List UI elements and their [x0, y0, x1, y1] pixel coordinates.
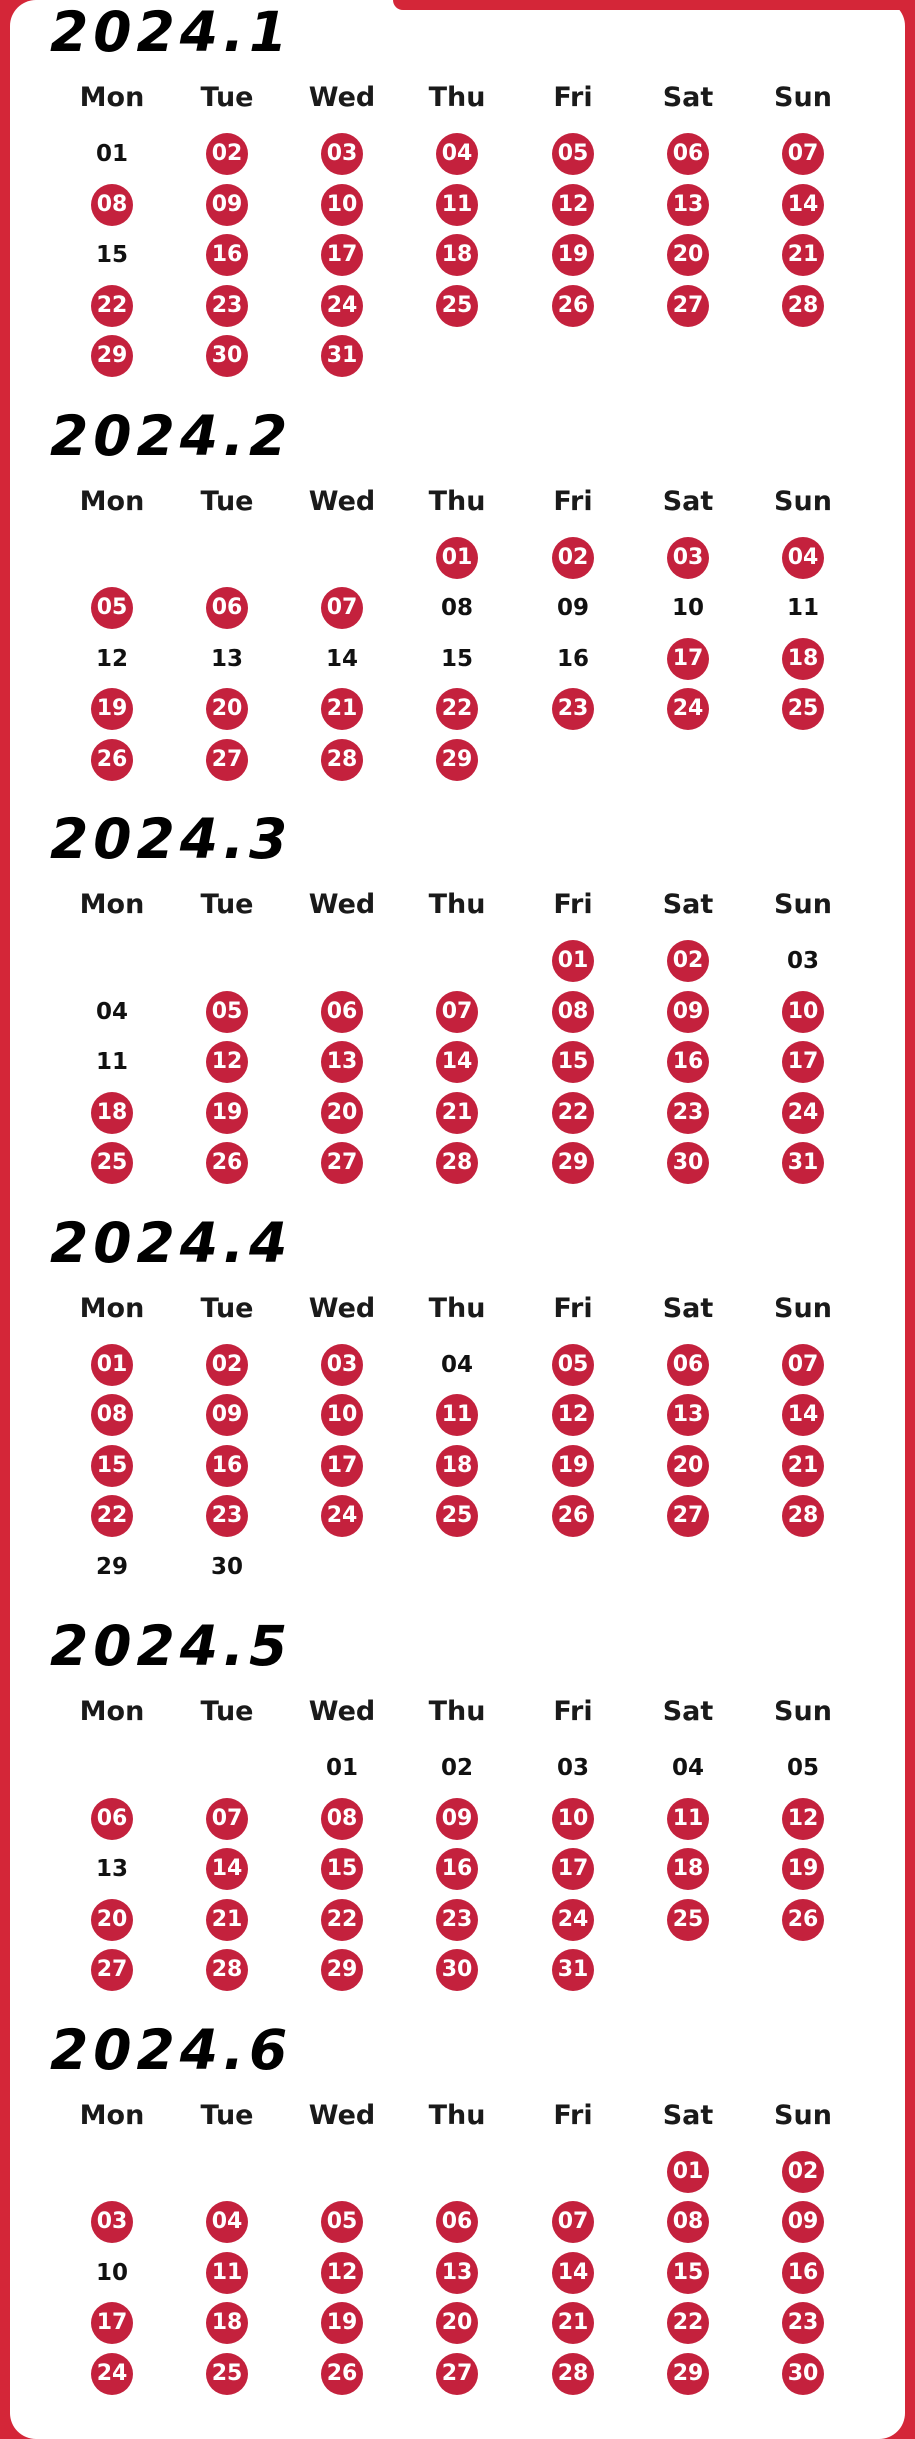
weekday-label: Tue: [200, 889, 254, 920]
month-title: 2024.1: [50, 0, 293, 64]
marked-day: 17: [91, 2302, 133, 2344]
marked-day: 21: [552, 2302, 594, 2344]
weekday-label: Mon: [79, 2099, 145, 2131]
weekday-label: Sat: [662, 1292, 714, 1324]
marked-day: 27: [667, 285, 709, 327]
month-block: [0, 0, 915, 407]
marked-day: 30: [206, 335, 248, 377]
marked-day: 01: [91, 1344, 133, 1386]
month-block: [0, 1614, 915, 2021]
marked-day: 07: [436, 991, 478, 1033]
marked-day: 23: [206, 285, 248, 327]
marked-day: 23: [552, 688, 594, 730]
weekday-label: Tue: [200, 2099, 254, 2131]
marked-day: 10: [552, 1798, 594, 1840]
marked-day: 07: [206, 1798, 248, 1840]
marked-day: 10: [321, 1394, 363, 1436]
marked-day: 14: [782, 1394, 824, 1436]
marked-day: 25: [436, 285, 478, 327]
marked-day: 17: [782, 1041, 824, 1083]
weekday-label: Thu: [428, 1292, 486, 1324]
marked-day: 08: [91, 184, 133, 226]
month-title: 2024.4: [50, 1210, 293, 1275]
plain-day: 03: [556, 1755, 589, 1781]
marked-day: 11: [436, 1394, 478, 1436]
marked-day: 22: [552, 1092, 594, 1134]
plain-day: 15: [95, 242, 128, 268]
marked-day: 31: [321, 335, 363, 377]
plain-day: 04: [440, 1351, 473, 1378]
weekday-label: Thu: [428, 485, 486, 517]
marked-day: 12: [782, 1798, 824, 1840]
marked-day: 02: [552, 537, 594, 579]
marked-day: 26: [91, 739, 133, 781]
marked-day: 25: [91, 1142, 133, 1184]
weekday-label: Tue: [200, 82, 254, 113]
marked-day: 29: [552, 1142, 594, 1184]
marked-day: 23: [436, 1899, 478, 1941]
marked-day: 29: [91, 335, 133, 377]
weekday-label: Mon: [79, 485, 145, 517]
marked-day: 12: [321, 2252, 363, 2294]
marked-day: 08: [552, 991, 594, 1033]
plain-day: 10: [95, 2259, 128, 2286]
marked-day: 14: [782, 184, 824, 226]
month-title: 2024.2: [50, 403, 293, 468]
marked-day: 05: [552, 1344, 594, 1386]
plain-day: 16: [556, 645, 589, 672]
marked-day: 06: [667, 1344, 709, 1386]
weekday-label: Wed: [308, 485, 376, 517]
marked-day: 11: [206, 2252, 248, 2294]
weekday-label: Sun: [774, 485, 832, 517]
marked-day: 26: [782, 1899, 824, 1941]
month-block: [0, 807, 915, 1214]
marked-day: 26: [321, 2353, 363, 2395]
weekday-label: Tue: [200, 1696, 254, 1727]
marked-day: 27: [436, 2353, 478, 2395]
plain-day: 02: [440, 1755, 473, 1781]
marked-day: 23: [206, 1495, 248, 1537]
marked-day: 18: [436, 234, 478, 276]
marked-day: 11: [436, 184, 478, 226]
weekday-label: Fri: [553, 889, 593, 920]
marked-day: 28: [782, 285, 824, 327]
marked-day: 14: [206, 1848, 248, 1890]
marked-day: 02: [206, 1344, 248, 1386]
weekday-label: Thu: [428, 889, 486, 920]
weekday-label: Sun: [774, 1292, 832, 1324]
marked-day: 13: [667, 1394, 709, 1436]
weekday-label: Sat: [662, 1696, 714, 1727]
marked-day: 20: [91, 1899, 133, 1941]
marked-day: 25: [667, 1899, 709, 1941]
marked-day: 24: [667, 688, 709, 730]
weekday-label: Fri: [553, 2099, 593, 2131]
marked-day: 15: [667, 2252, 709, 2294]
marked-day: 23: [782, 2302, 824, 2344]
plain-day: 04: [671, 1755, 704, 1781]
marked-day: 03: [91, 2201, 133, 2243]
marked-day: 09: [667, 991, 709, 1033]
plain-day: 01: [95, 141, 128, 167]
marked-day: 24: [782, 1092, 824, 1134]
marked-day: 18: [206, 2302, 248, 2344]
marked-day: 18: [91, 1092, 133, 1134]
weekday-label: Wed: [308, 2099, 376, 2131]
weekday-label: Thu: [428, 2099, 486, 2131]
marked-day: 12: [552, 184, 594, 226]
marked-day: 04: [782, 537, 824, 579]
plain-day: 12: [95, 645, 128, 672]
marked-day: 22: [436, 688, 478, 730]
weekday-label: Wed: [308, 1696, 376, 1727]
marked-day: 06: [206, 587, 248, 629]
marked-day: 25: [782, 688, 824, 730]
marked-day: 09: [206, 184, 248, 226]
marked-day: 13: [321, 1041, 363, 1083]
marked-day: 31: [552, 1949, 594, 1991]
marked-day: 16: [667, 1041, 709, 1083]
weekday-label: Sun: [774, 82, 832, 113]
marked-day: 14: [552, 2252, 594, 2294]
marked-day: 07: [782, 133, 824, 175]
weekday-label: Mon: [79, 1292, 145, 1324]
marked-day: 29: [436, 739, 478, 781]
marked-day: 17: [321, 234, 363, 276]
plain-day: 11: [786, 595, 819, 621]
marked-day: 28: [321, 739, 363, 781]
marked-day: 10: [782, 991, 824, 1033]
marked-day: 18: [667, 1848, 709, 1890]
marked-day: 05: [206, 991, 248, 1033]
marked-day: 25: [436, 1495, 478, 1537]
marked-day: 26: [206, 1142, 248, 1184]
weekday-label: Wed: [308, 889, 376, 920]
marked-day: 30: [667, 1142, 709, 1184]
marked-day: 09: [782, 2201, 824, 2243]
marked-day: 07: [321, 587, 363, 629]
marked-day: 20: [321, 1092, 363, 1134]
marked-day: 27: [91, 1949, 133, 1991]
marked-day: 02: [667, 940, 709, 982]
weekday-label: Tue: [200, 485, 254, 517]
month-block: [0, 2017, 915, 2425]
marked-day: 19: [552, 1445, 594, 1487]
plain-day: 10: [671, 595, 704, 621]
weekday-label: Thu: [428, 1696, 486, 1727]
marked-day: 28: [782, 1495, 824, 1537]
marked-day: 02: [782, 2151, 824, 2193]
plain-day: 15: [440, 645, 473, 672]
marked-day: 26: [552, 285, 594, 327]
marked-day: 28: [436, 1142, 478, 1184]
marked-day: 19: [91, 688, 133, 730]
marked-day: 13: [436, 2252, 478, 2294]
marked-day: 16: [206, 234, 248, 276]
month-title: 2024.3: [50, 807, 293, 871]
marked-day: 05: [91, 587, 133, 629]
marked-day: 14: [436, 1041, 478, 1083]
marked-day: 19: [782, 1848, 824, 1890]
plain-day: 14: [325, 645, 358, 672]
plain-day: 13: [210, 645, 243, 672]
plain-day: 08: [440, 595, 473, 621]
weekday-label: Sun: [774, 2099, 832, 2131]
marked-day: 15: [321, 1848, 363, 1890]
marked-day: 03: [321, 133, 363, 175]
weekday-label: Fri: [553, 1292, 593, 1324]
marked-day: 03: [321, 1344, 363, 1386]
marked-day: 13: [667, 184, 709, 226]
marked-day: 22: [91, 1495, 133, 1537]
month-title: 2024.6: [50, 2017, 293, 2082]
marked-day: 17: [552, 1848, 594, 1890]
weekday-label: Mon: [79, 1696, 145, 1727]
marked-day: 24: [91, 2353, 133, 2395]
marked-day: 11: [667, 1798, 709, 1840]
marked-day: 21: [321, 688, 363, 730]
marked-day: 21: [206, 1899, 248, 1941]
marked-day: 28: [206, 1949, 248, 1991]
weekday-label: Fri: [553, 485, 593, 517]
marked-day: 27: [206, 739, 248, 781]
marked-day: 06: [436, 2201, 478, 2243]
marked-day: 09: [436, 1798, 478, 1840]
weekday-label: Sat: [662, 2099, 714, 2131]
marked-day: 17: [667, 638, 709, 680]
marked-day: 07: [782, 1344, 824, 1386]
weekday-label: Sat: [662, 485, 714, 517]
weekday-label: Wed: [308, 1292, 376, 1324]
marked-day: 15: [552, 1041, 594, 1083]
marked-day: 16: [206, 1445, 248, 1487]
plain-day: 03: [786, 948, 819, 974]
plain-day: 01: [325, 1755, 358, 1781]
marked-day: 16: [436, 1848, 478, 1890]
marked-day: 18: [782, 638, 824, 680]
marked-day: 02: [206, 133, 248, 175]
marked-day: 06: [667, 133, 709, 175]
plain-day: 30: [210, 1553, 243, 1580]
marked-day: 27: [667, 1495, 709, 1537]
weekday-label: Sat: [662, 889, 714, 920]
marked-day: 25: [206, 2353, 248, 2395]
weekday-label: Fri: [553, 1696, 593, 1727]
plain-day: 05: [786, 1755, 819, 1781]
marked-day: 20: [667, 234, 709, 276]
marked-day: 24: [321, 1495, 363, 1537]
marked-day: 01: [436, 537, 478, 579]
marked-day: 15: [91, 1445, 133, 1487]
marked-day: 04: [436, 133, 478, 175]
marked-day: 29: [667, 2353, 709, 2395]
marked-day: 23: [667, 1092, 709, 1134]
marked-day: 22: [667, 2302, 709, 2344]
marked-day: 24: [552, 1899, 594, 1941]
weekday-label: Thu: [428, 82, 486, 113]
plain-day: 13: [95, 1856, 128, 1882]
marked-day: 17: [321, 1445, 363, 1487]
marked-day: 12: [206, 1041, 248, 1083]
plain-day: 04: [95, 998, 128, 1025]
marked-day: 21: [436, 1092, 478, 1134]
marked-day: 20: [667, 1445, 709, 1487]
marked-day: 06: [321, 991, 363, 1033]
weekday-label: Sat: [662, 82, 714, 113]
marked-day: 08: [321, 1798, 363, 1840]
marked-day: 16: [782, 2252, 824, 2294]
month-block: [0, 1210, 915, 1618]
marked-day: 06: [91, 1798, 133, 1840]
marked-day: 21: [782, 234, 824, 276]
weekday-label: Wed: [308, 82, 376, 113]
marked-day: 27: [321, 1142, 363, 1184]
marked-day: 18: [436, 1445, 478, 1487]
marked-day: 20: [436, 2302, 478, 2344]
marked-day: 30: [782, 2353, 824, 2395]
marked-day: 31: [782, 1142, 824, 1184]
month-block: [0, 403, 915, 811]
marked-day: 08: [667, 2201, 709, 2243]
marked-day: 05: [552, 133, 594, 175]
marked-day: 05: [321, 2201, 363, 2243]
marked-day: 29: [321, 1949, 363, 1991]
weekday-label: Mon: [79, 82, 145, 113]
marked-day: 01: [667, 2151, 709, 2193]
marked-day: 19: [552, 234, 594, 276]
marked-day: 21: [782, 1445, 824, 1487]
marked-day: 07: [552, 2201, 594, 2243]
marked-day: 01: [552, 940, 594, 982]
weekday-label: Tue: [200, 1292, 254, 1324]
weekday-label: Mon: [79, 889, 145, 920]
weekday-label: Sun: [774, 889, 832, 920]
marked-day: 24: [321, 285, 363, 327]
marked-day: 03: [667, 537, 709, 579]
marked-day: 09: [206, 1394, 248, 1436]
marked-day: 08: [91, 1394, 133, 1436]
marked-day: 22: [91, 285, 133, 327]
marked-day: 12: [552, 1394, 594, 1436]
marked-day: 10: [321, 184, 363, 226]
weekday-label: Sun: [774, 1696, 832, 1727]
plain-day: 09: [556, 595, 589, 621]
marked-day: 04: [206, 2201, 248, 2243]
marked-day: 19: [321, 2302, 363, 2344]
marked-day: 30: [436, 1949, 478, 1991]
plain-day: 29: [95, 1553, 128, 1580]
marked-day: 22: [321, 1899, 363, 1941]
marked-day: 28: [552, 2353, 594, 2395]
marked-day: 26: [552, 1495, 594, 1537]
marked-day: 20: [206, 688, 248, 730]
plain-day: 11: [95, 1049, 128, 1075]
weekday-label: Fri: [553, 82, 593, 113]
month-title: 2024.5: [50, 1614, 293, 1678]
marked-day: 19: [206, 1092, 248, 1134]
